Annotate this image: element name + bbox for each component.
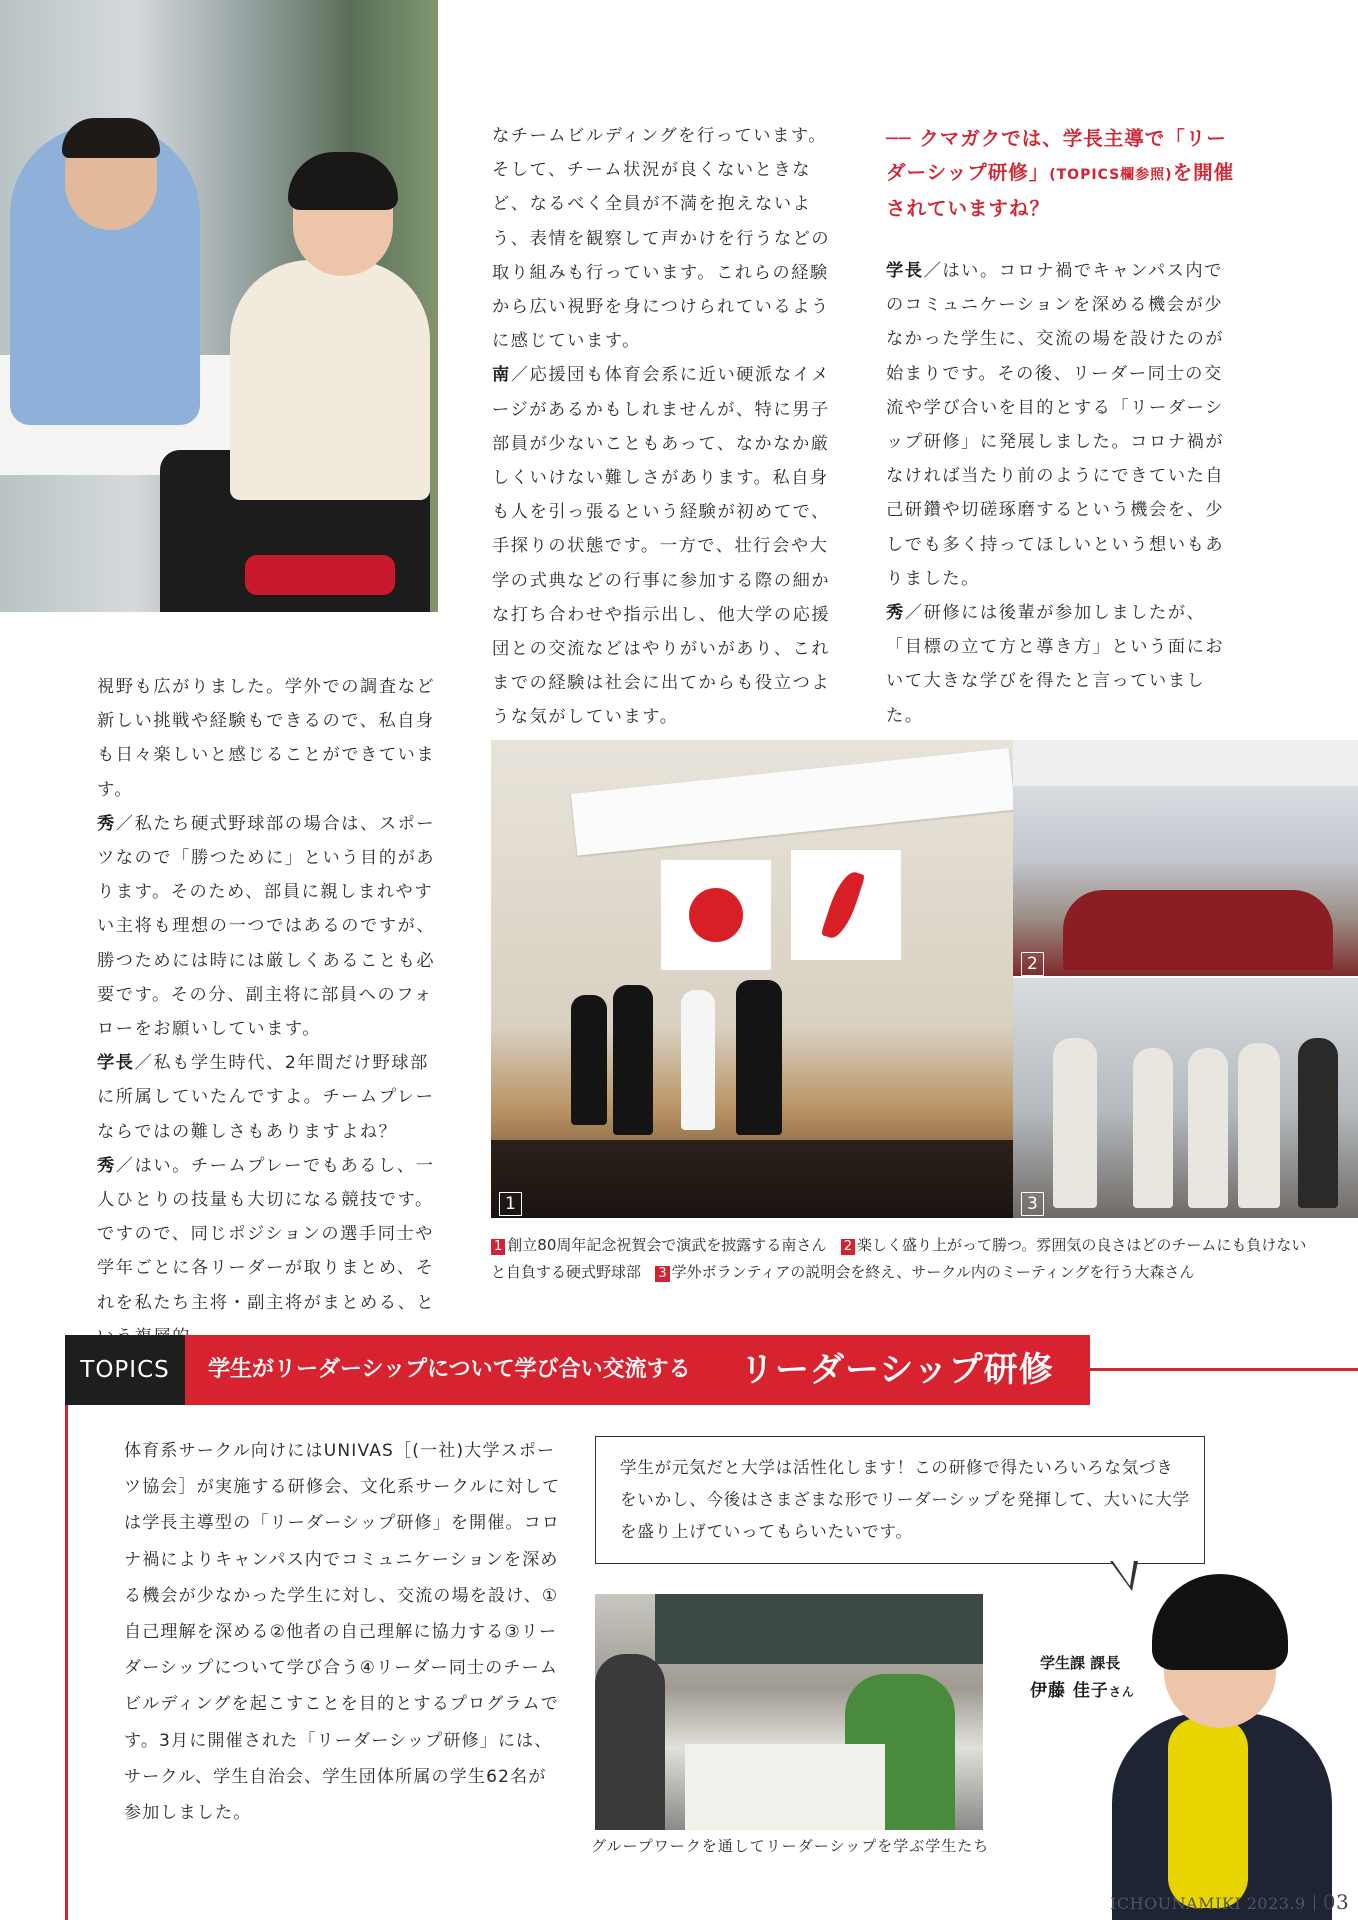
page-number: 03 [1322, 1890, 1350, 1914]
group-work-caption: グループワークを通してリーダーシップを学ぶ学生たち [591, 1837, 990, 1855]
question-text: ── クマガクでは、学長主導で「リーダーシップ研修」 [886, 127, 1227, 184]
caption-number: 1 [491, 1239, 505, 1255]
topics-body: 体育系サークル向けにはUNIVAS［(一社)大学スポーツ協会］が実施する研修会、文化系サークルに対しては学長主導型の「リーダーシップ研修」を開催。コロナ禍によりキャンパス内でコミュニケーションを深める機会が少なかった学生に対し、交流の場を設け、①自己理解を深める②他者の自己理解に協力する③リーダーシップについて学び合う④リーダー同士のチームビルディングを起こすことを目的とするプログラムです。3月に開催された「リーダーシップ研修」には、サークル、学生自治会、学生団体所属の学生62名が参加しました。 [124, 1441, 561, 1824]
speaker-label: 学長 [97, 1053, 135, 1074]
speaker-label: 南 [492, 365, 511, 386]
article-column-middle [492, 119, 838, 735]
topics-rule [1090, 1368, 1358, 1371]
footer-divider [1314, 1895, 1315, 1911]
paragraph: ／はい。チームプレーでもあるし、一人ひとりの技量も大切になる競技です。ですので、同じポジションの選手同士や学年ごとに各リーダーが取りまとめ、それを私たち主将・副主将がまとめる、と [97, 1155, 436, 1313]
paragraph: ／私も学生時代、2年間だけ野球部に所属していたんですよ。チームプレーならではの難しさもありますよね？ [97, 1053, 435, 1142]
photo-anniversary-performance [491, 740, 1013, 1218]
paragraph: なチームビルディングを行っています。そして、チーム状況が良くないときなど、なるべく全員が不満を抱えないよう、表情を観察して声かけを行うなどの取り組みも行っています。これらの経験から広い視野を身につけられているように感じています。 [492, 126, 831, 352]
article-column-right [886, 254, 1232, 733]
paragraph: 視野も広がりました。学外での調査など新しい挑戦や経験もできるので、私自身も日々楽しいと感じることができています。 [97, 677, 436, 800]
caption-number: 3 [655, 1266, 669, 1282]
topics-label: TOPICS [65, 1335, 185, 1405]
staff-honorific: さん [1108, 1685, 1135, 1699]
paragraph: ／研修には後輩が参加しましたが、「目標の立て方と導き方」という面において大きな学びを得たと言っていました。 [886, 603, 1225, 726]
caption-number: 2 [841, 1239, 855, 1255]
question-note: (TOPICS欄参照) [1049, 167, 1173, 183]
paragraph: ／はい。コロナ禍でキャンパス内でのコミュニケーションを深める機会が少なかった学生に、交流の場を設けたのが始まりです。その後、リーダー同士の交流や学び合いを目的とする「リーダーシップ研修」に発展しました。コロナ禍がなければ当たり前のようにできていた自己研鑽や切磋琢磨するという機会を、少しでも多く持ってほしいという想いもありました。 [886, 261, 1225, 589]
photo-group-work [595, 1594, 983, 1830]
staff-name-text: 伊藤 佳子 [1030, 1681, 1109, 1701]
paragraph: ／私たち硬式野球部の場合は、スポーツなので「勝つために」という目的があります。そのため、部員に親しまれやすい主将も理想の一つではあるのですが、勝つためには時には厳しくあることも必要です。その分、副主将に部員へのフォローをお願いしています。 [97, 813, 436, 1040]
photo-number: 2 [1021, 952, 1044, 976]
caption-text: 学外ボランティアの説明会を終え、サークル内のミーティングを行う大森さん [671, 1263, 1195, 1281]
staff-role: 学生課 課長 [1040, 1654, 1121, 1672]
magazine-issue: ICHOUNAMIKI 2023.9 [1110, 1894, 1306, 1913]
question-text-end: を開催されていますね？ [886, 161, 1235, 220]
staff-name [1030, 1676, 1135, 1701]
page-footer [1110, 1890, 1349, 1914]
topics-subtitle: 学生がリーダーシップについて学び合い交流する [208, 1357, 691, 1382]
speaker-label: 学長 [886, 261, 924, 281]
article-column-left [97, 670, 442, 1354]
photo-circle-meeting [1013, 978, 1358, 1218]
photo-baseball-team [1013, 740, 1358, 976]
interview-question [886, 122, 1246, 226]
speaker-label: 秀 [97, 813, 116, 834]
interview-photo-students [0, 0, 438, 612]
caption-text: 創立80周年記念祝賀会で演武を披露する南さん [507, 1236, 827, 1254]
speaker-label: 秀 [886, 603, 905, 624]
photo-number: 3 [1021, 1192, 1044, 1216]
photo-number: 1 [499, 1192, 522, 1216]
topics-title: リーダーシップ研修 [740, 1350, 1054, 1390]
portrait-ito [1100, 1548, 1340, 1920]
paragraph: ／応援団も体育会系に近い硬派なイメージがあるかもしれませんが、特に男子部員が少ないこともあって、なかなか厳しくいけない難しさがあります。私自身も人を引っ張るという経験が初めてで、手探りの状態です。一方で、壮行会や大学の式典などの行事に参加する際の細かな打ち合わせや指示出し、他大学の応援団との交流などはやりがいがあり、これまでの経験は社会に出てからも役立つような気がしています。 [492, 365, 831, 728]
photo-captions [491, 1232, 1311, 1286]
speech-bubble-text: 学生が元気だと大学は活性化します！この研修で得たいろいろな気づきをいかし、今後はさまざまな形でリーダーシップを発揮して、大いに大学を盛り上げていってもらいたいです。 [620, 1458, 1190, 1541]
caption-text: 楽しく盛り上がって勝つ。雰囲気の良さはどのチームにも負けないと自負する硬式野球部 [491, 1236, 1307, 1281]
topics-side-rule [65, 1405, 68, 1920]
speaker-label: 秀 [97, 1155, 116, 1176]
